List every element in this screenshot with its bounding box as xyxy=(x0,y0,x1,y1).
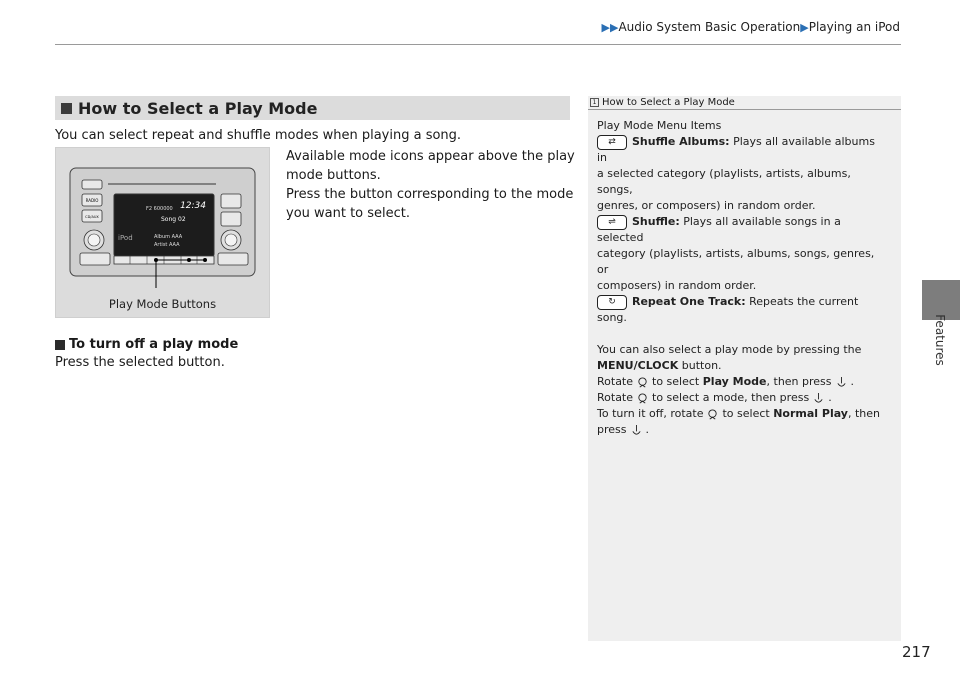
off-text: press xyxy=(597,423,627,436)
normal-play-label: Normal Play xyxy=(773,407,848,420)
turn-off-step xyxy=(597,406,887,422)
play-mode-label: Play Mode xyxy=(702,375,767,388)
subsection-heading xyxy=(55,337,238,352)
rotate-text: to select a mode, then press xyxy=(652,391,810,404)
instruction-line: you want to select. xyxy=(286,206,411,221)
off-text: , then xyxy=(847,407,881,420)
breadcrumb-page[interactable]: Playing an iPod xyxy=(808,20,900,34)
section-heading xyxy=(55,96,570,120)
off-text: To turn it off, rotate xyxy=(597,407,704,420)
press-knob-icon xyxy=(836,376,847,389)
breadcrumb xyxy=(440,20,900,38)
sidebar-heading xyxy=(588,96,901,110)
instruction-line: Press the button corresponding to the mode xyxy=(286,187,574,202)
intro-paragraph: You can select repeat and shuffle modes when playing a song. xyxy=(55,128,462,143)
subsection-title: To turn off a play mode xyxy=(69,337,239,352)
repeat-line: song. xyxy=(597,311,627,324)
shuffle-albums-icon: ⇄ xyxy=(597,135,627,150)
menu-title: Play Mode Menu Items xyxy=(597,119,722,132)
shuffle-item xyxy=(597,214,887,246)
also-line: You can also select a play mode by pressing the xyxy=(597,343,862,356)
square-bullet-icon xyxy=(55,340,65,350)
instruction-line: Available mode icons appear above the play xyxy=(286,149,575,164)
selector-knob-icon xyxy=(637,392,648,405)
rotate-step-2: Rotate to select a mode, then press . xyxy=(597,391,832,404)
shuffle-albums-line: genres, or composers) in random order. xyxy=(597,199,816,212)
shuffle-albums-line: a selected category (playlists, artists, albums, songs, xyxy=(597,167,851,196)
breadcrumb-section[interactable]: Audio System Basic Operation xyxy=(618,20,801,34)
also-line-suffix: button. xyxy=(681,359,722,372)
page-number: 217 xyxy=(902,643,931,661)
sidebar-title: How to Select a Play Mode xyxy=(602,97,735,108)
off-text: to select xyxy=(722,407,770,420)
rotate-step-1: Rotate to select Play Mode, then press . xyxy=(597,375,855,388)
arrow-icon: ▶▶ xyxy=(601,21,619,34)
audio-unit-illustration xyxy=(56,148,269,293)
svg-text:CD/AUX: CD/AUX xyxy=(85,215,99,219)
screen-album: Album AAA xyxy=(154,234,183,240)
header-divider xyxy=(55,44,901,45)
rotate-text: , then press xyxy=(766,375,832,388)
note-icon: 1 xyxy=(590,98,599,107)
shuffle-icon: ⇌ xyxy=(597,215,627,230)
screen-artist: Artist AAA xyxy=(154,242,180,248)
section-title: How to Select a Play Mode xyxy=(78,98,318,118)
chapter-label: Features xyxy=(933,314,947,366)
shuffle-label: Shuffle: xyxy=(632,215,680,228)
shuffle-albums-item xyxy=(597,134,887,166)
sidebar-body xyxy=(597,118,887,438)
menu-clock-label: MENU/CLOCK xyxy=(597,359,679,372)
turn-off-step-2: press . xyxy=(597,423,649,436)
screen-time: 12:34 xyxy=(180,201,206,211)
rotate-text: to select xyxy=(652,375,700,388)
also-line-2 xyxy=(597,358,887,374)
svg-text:RADIO: RADIO xyxy=(85,198,99,203)
instruction-line: mode buttons. xyxy=(286,168,381,183)
selector-knob-icon xyxy=(637,376,648,389)
screen-source: iPod xyxy=(118,234,133,242)
shuffle-line: composers) in random order. xyxy=(597,279,757,292)
repeat-item xyxy=(597,294,887,310)
square-bullet-icon xyxy=(61,103,72,114)
press-knob-icon xyxy=(813,392,824,405)
repeat-one-icon: ↻ xyxy=(597,295,627,310)
notes-sidebar xyxy=(588,96,901,641)
arrow-icon: ▶ xyxy=(800,21,809,34)
screen-song: Song 02 xyxy=(161,216,186,223)
press-knob-icon xyxy=(631,424,642,437)
repeat-text: Repeats the current xyxy=(749,295,859,308)
rotate-text: Rotate xyxy=(597,375,634,388)
audio-unit-figure xyxy=(55,147,270,318)
instruction-paragraph xyxy=(286,147,576,223)
shuffle-albums-text: Plays all available albums in xyxy=(597,135,875,164)
shuffle-line: category (playlists, artists, albums, songs, genres, or xyxy=(597,247,875,276)
selector-knob-icon xyxy=(707,408,718,421)
subsection-body: Press the selected button. xyxy=(55,355,225,370)
figure-caption: Play Mode Buttons xyxy=(108,297,217,311)
rotate-text: Rotate xyxy=(597,391,634,404)
repeat-label: Repeat One Track: xyxy=(632,295,746,308)
shuffle-text: Plays all available songs in a selected xyxy=(597,215,841,244)
screen-track: F2 600000 xyxy=(146,206,173,212)
shuffle-albums-label: Shuffle Albums: xyxy=(632,135,730,148)
